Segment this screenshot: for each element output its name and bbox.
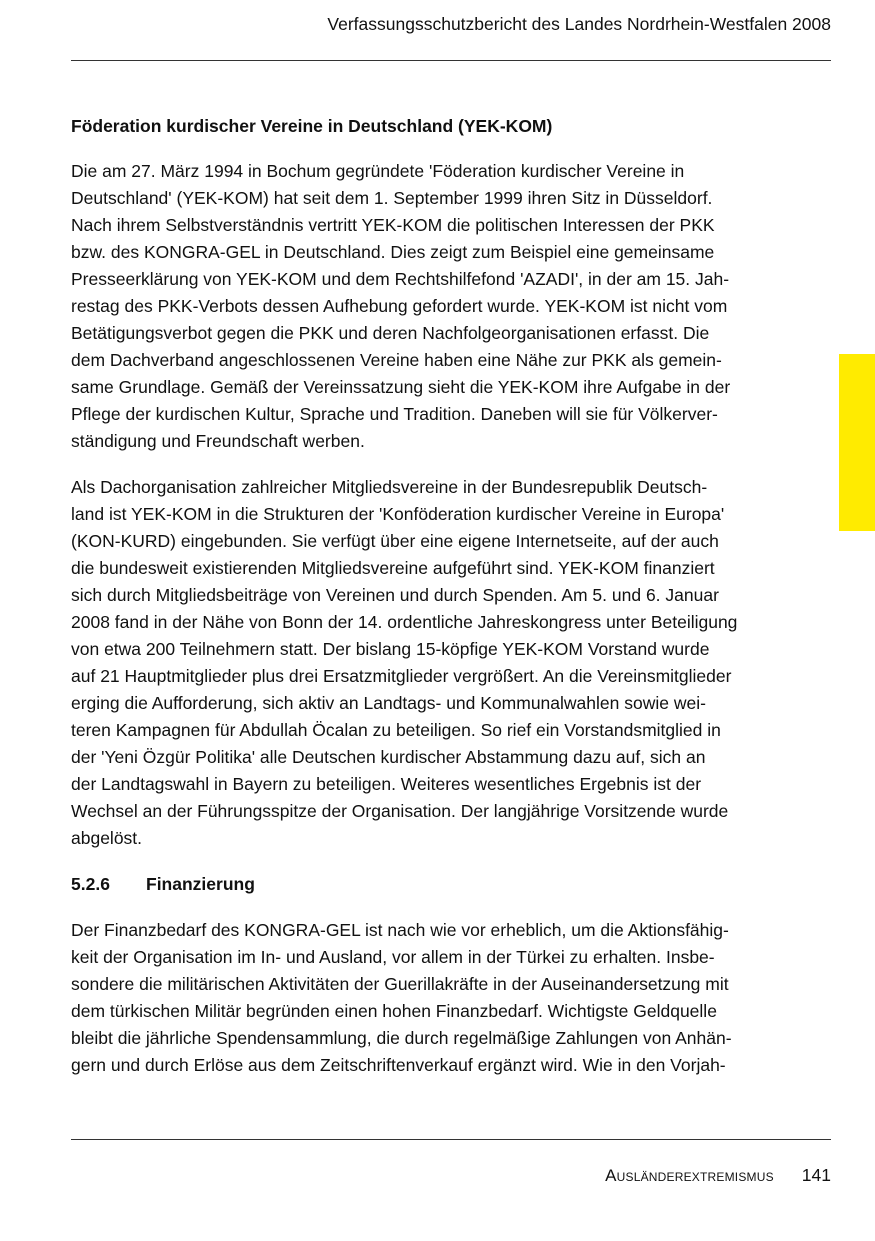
footer-section-title: Ausländerextremismus: [605, 1166, 774, 1185]
paragraph-yekkom-structure: [71, 474, 791, 852]
text-line: teren Kampagnen für Abdullah Öcalan zu beteiligen. So rief ein Vorstandsmitglied in: [71, 720, 721, 740]
text-line: Als Dachorganisation zahlreicher Mitgliedsvereine in der Bundesrepublik Deutsch-: [71, 477, 708, 497]
page-number: 141: [801, 1165, 831, 1185]
running-footer: [605, 1164, 831, 1187]
text-line: der 'Yeni Özgür Politika' alle Deutschen kurdischer Abstammung dazu auf, sich an: [71, 747, 706, 767]
text-line: restag des PKK-Verbots dessen Aufhebung gefordert wurde. YEK-KOM ist nicht vom: [71, 296, 728, 316]
text-line: Die am 27. März 1994 in Bochum gegründete 'Föderation kurdischer Vereine in: [71, 161, 685, 181]
text-line: der Landtagswahl in Bayern zu beteiligen. Weiteres wesentliches Ergebnis ist der: [71, 774, 702, 794]
text-line: Pflege der kurdischen Kultur, Sprache und Tradition. Daneben will sie für Völkerver-: [71, 404, 718, 424]
text-line: dem Dachverband angeschlossenen Vereine haben eine Nähe zur PKK als gemein-: [71, 350, 722, 370]
text-line: same Grundlage. Gemäß der Vereinssatzung sieht die YEK-KOM ihre Aufgabe in der: [71, 377, 731, 397]
text-line: abgelöst.: [71, 828, 143, 848]
text-line: sich durch Mitgliedsbeiträge von Vereinen und durch Spenden. Am 5. und 6. Januar: [71, 585, 719, 605]
section-heading: [71, 871, 791, 898]
running-header: Verfassungsschutzbericht des Landes Nordrhein-Westfalen 2008: [327, 14, 831, 34]
chapter-marker-tab: [839, 354, 875, 531]
footer-rule: [71, 1139, 831, 1140]
text-line: Deutschland' (YEK-KOM) hat seit dem 1. September 1999 ihren Sitz in Düsseldorf.: [71, 188, 713, 208]
header-rule: [71, 60, 831, 61]
text-line: gern und durch Erlöse aus dem Zeitschriftenverkauf ergänzt wird. Wie in den Vorjah-: [71, 1055, 726, 1075]
text-line: Nach ihrem Selbstverständnis vertritt YEK-KOM die politischen Interessen der PKK: [71, 215, 715, 235]
text-line: 2008 fand in der Nähe von Bonn der 14. ordentliche Jahreskongress unter Beteiligung: [71, 612, 738, 632]
text-line: land ist YEK-KOM in die Strukturen der 'Konföderation kurdischer Vereine in Europa': [71, 504, 725, 524]
text-line: keit der Organisation im In- und Ausland, vor allem in der Türkei zu erhalten. Insbe-: [71, 947, 715, 967]
text-line: die bundesweit existierenden Mitgliedsvereine aufgeführt sind. YEK-KOM finanziert: [71, 558, 715, 578]
text-line: auf 21 Hauptmitglieder plus drei Ersatzmitglieder vergrößert. An die Vereinsmitglieder: [71, 666, 732, 686]
page-content: [71, 113, 791, 1098]
text-line: Betätigungsverbot gegen die PKK und deren Nachfolgeorganisationen erfasst. Die: [71, 323, 710, 343]
text-line: von etwa 200 Teilnehmern statt. Der bislang 15-köpfige YEK-KOM Vorstand wurde: [71, 639, 710, 659]
text-line: Der Finanzbedarf des KONGRA-GEL ist nach wie vor erheblich, um die Aktionsfähig-: [71, 920, 729, 940]
paragraph-yekkom-intro: [71, 158, 791, 455]
section-title: Finanzierung: [146, 874, 255, 894]
text-line: erging die Aufforderung, sich aktiv an Landtags- und Kommunalwahlen sowie wei-: [71, 693, 706, 713]
text-line: (KON-KURD) eingebunden. Sie verfügt über eine eigene Internetseite, auf der auch: [71, 531, 719, 551]
text-line: ständigung und Freundschaft werben.: [71, 431, 365, 451]
text-line: Wechsel an der Führungsspitze der Organisation. Der langjährige Vorsitzende wurde: [71, 801, 729, 821]
text-line: bleibt die jährliche Spendensammlung, die durch regelmäßige Zahlungen von Anhän-: [71, 1028, 732, 1048]
text-line: sondere die militärischen Aktivitäten der Guerillakräfte in der Auseinandersetzung mit: [71, 974, 729, 994]
subsection-heading: Föderation kurdischer Vereine in Deutschland (YEK-KOM): [71, 116, 553, 136]
text-line: dem türkischen Militär begründen einen hohen Finanzbedarf. Wichtigste Geldquelle: [71, 1001, 717, 1021]
paragraph-financing: [71, 917, 791, 1079]
text-line: bzw. des KONGRA-GEL in Deutschland. Dies zeigt zum Beispiel eine gemeinsame: [71, 242, 715, 262]
section-number: 5.2.6: [71, 874, 110, 894]
text-line: Presseerklärung von YEK-KOM und dem Rechtshilfefond 'AZADI', in der am 15. Jah-: [71, 269, 730, 289]
